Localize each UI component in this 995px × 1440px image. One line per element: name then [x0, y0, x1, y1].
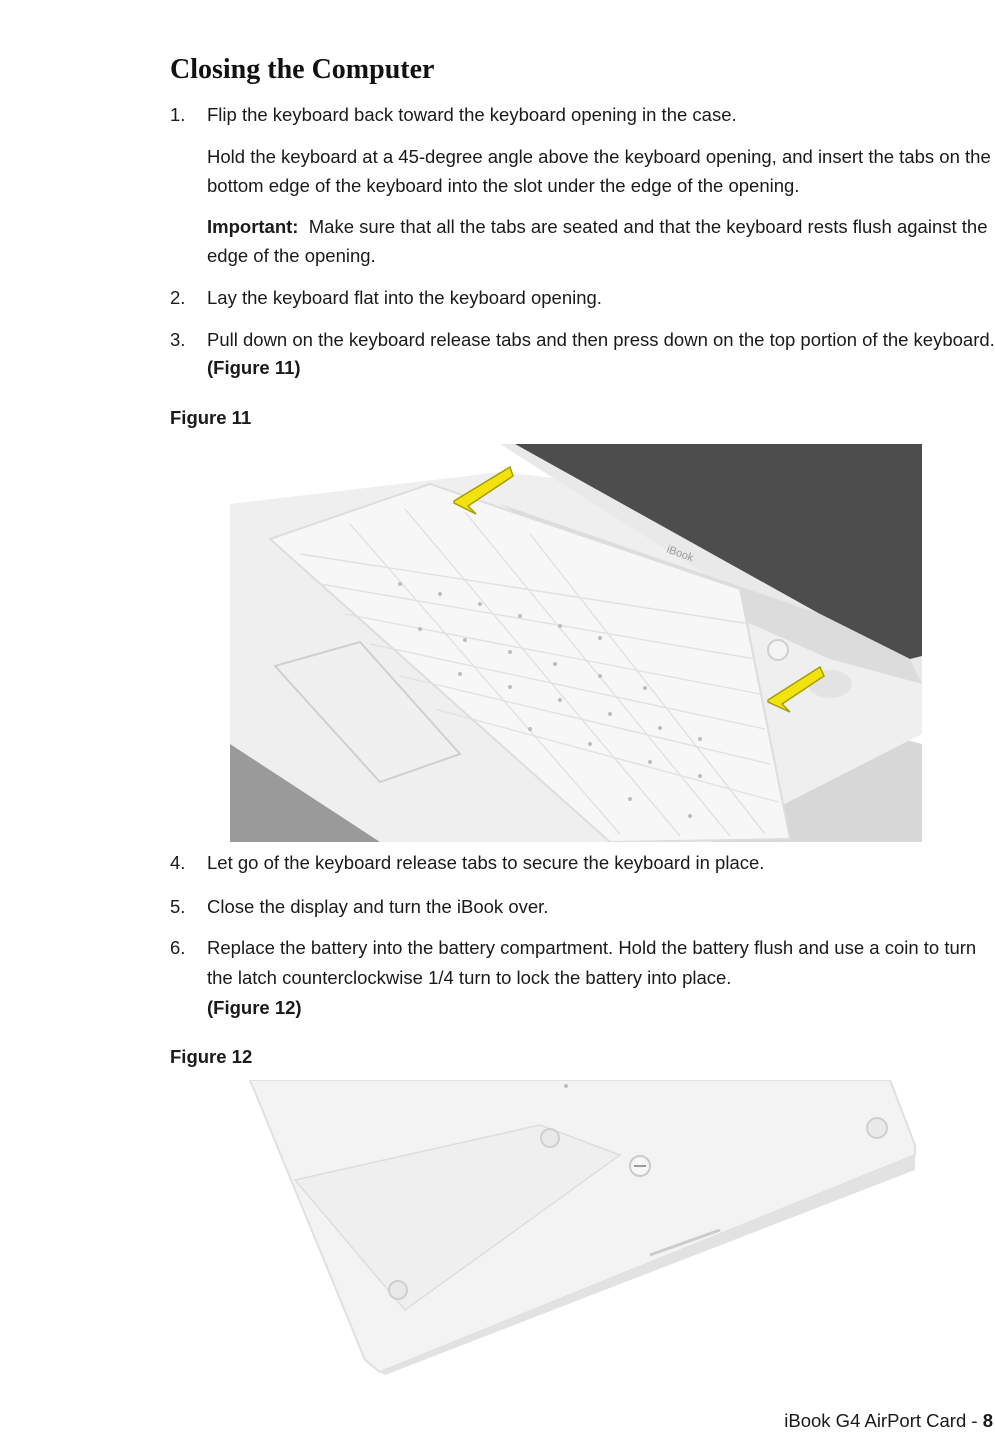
step-text: Let go of the keyboard release tabs to secure the keyboard in place.	[207, 852, 765, 873]
step-number: 4.	[170, 852, 186, 873]
important-note	[207, 212, 992, 270]
step-number: 1.	[170, 104, 186, 125]
step-number: 2.	[170, 287, 186, 308]
step-1-detail: Hold the keyboard at a 45-degree angle above the keyboard opening, and insert the tabs on the bottom edge of the keyboard into the slot under the edge of the opening.	[207, 146, 991, 196]
figure-11-label: Figure 11	[170, 407, 252, 428]
figure-12-image	[240, 1080, 930, 1375]
important-text: Make sure that all the tabs are seated and that the keyboard rests flush against the edge of the opening.	[207, 216, 988, 266]
figure-12-reference: (Figure 12)	[207, 997, 302, 1018]
page-number: 8	[982, 1410, 993, 1431]
step-number: 3.	[170, 329, 186, 350]
step-number: 5.	[170, 896, 186, 917]
important-label: Important:	[207, 216, 299, 237]
step-text	[207, 933, 977, 1023]
step-number: 6.	[170, 937, 186, 958]
figure-11-reference: (Figure 11)	[207, 357, 301, 378]
step-text: Flip the keyboard back toward the keyboard opening in the case.	[207, 104, 737, 125]
page-title: Closing the Computer	[170, 54, 435, 85]
step-text	[207, 326, 995, 382]
figure-12-label: Figure 12	[170, 1046, 253, 1067]
ibook-logo: iBook	[664, 543, 695, 565]
step-text: Close the display and turn the iBook over.	[207, 896, 549, 917]
footer-text: iBook G4 AirPort Card -	[784, 1410, 983, 1431]
step-text: Lay the keyboard flat into the keyboard opening.	[207, 287, 602, 308]
figure-11-image	[230, 444, 922, 842]
step-text-body: Pull down on the keyboard release tabs and then press down on the top portion of the keyboard.	[207, 329, 995, 350]
step-text-body: Replace the battery into the battery compartment. Hold the battery flush and use a coin to turn the latch counterclockwise 1/4 turn to lock the battery into place.	[207, 937, 977, 988]
page-footer	[784, 1410, 993, 1432]
